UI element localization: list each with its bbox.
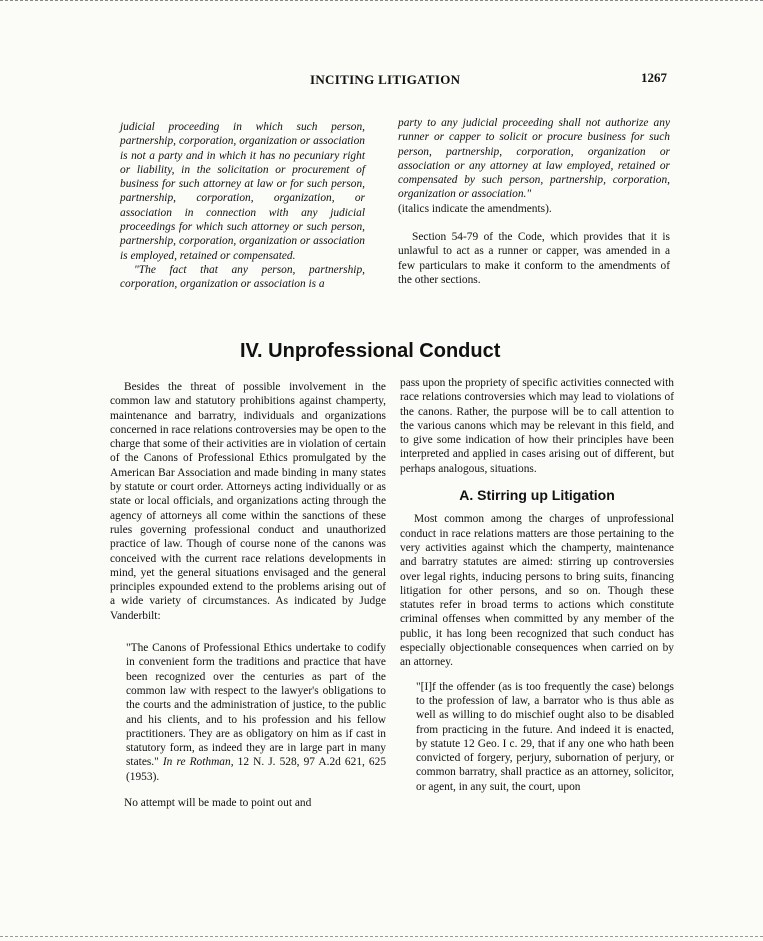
bottom-scan-border xyxy=(0,936,763,937)
top-scan-border xyxy=(0,0,763,1)
statute-quote-end: party to any judicial proceeding shall not authorize any runner or capper to solicit or procure business for such person, partnership, corporation, organization or association or any attorney at law employed, retained or compensated by such person, partnership, corporation, organization or association." xyxy=(398,117,670,201)
italics-note: (italics indicate the amendments). xyxy=(398,202,552,215)
page-number: 1267 xyxy=(641,70,667,85)
most-common-paragraph: Most common among the charges of unprofessional conduct in race relations matters are those pertaining to the very activities against which the champerty, maintenance and barratry statutes are aimed: stirring up controversies over legal rights, inducing persons to bring suits, financing litigation for other persons, and so on. Though these statutes refer in broad terms to actions which constitute criminal offenses when committed by any member of the public, it has long been recognized that such conduct has especially objectionable consequences when carried on by an attorney. xyxy=(400,513,674,669)
running-head: INCITING LITIGATION xyxy=(310,72,461,87)
section-54-79-paragraph: Section 54-79 of the Code, which provides that it is unlawful to act as a runner or capper, was amended in a few particulars to make it conform to the amendments of the other sections. xyxy=(398,231,670,286)
citation-reporter: 12 N. J. 528, 97 A.2d 621, 625 (1953). xyxy=(126,756,387,783)
top-right-column xyxy=(398,116,670,287)
body-left-column xyxy=(110,380,386,810)
statute-quote-continuation: judicial proceeding in which such person, partnership, corporation, organization or association is not a party and in which it has no pecuniary right or liability, in the solicitation or procurement of business for such attorney at law or for such person, partnership, corporation, organization, or association in connection with any judicial proceedings for which such attorney or such person, partnership, corporation, organization or association is employed, retained or compensated. xyxy=(120,121,365,262)
vanderbilt-quote xyxy=(126,641,386,784)
vanderbilt-quote-text: "The Canons of Professional Ethics undertake to codify in convenient form the traditions and practice that have been recognized over the centuries as part of the common law with respect to the lawyer's obligations to the courts and the administration of justice, to the public and his clients, and to his profession and his fellow practitioners. They are as obligatory on him as if cast in statutory form, as indeed they are in large part in many states." xyxy=(126,642,386,769)
top-left-column xyxy=(120,120,365,292)
citation-case-name: In re Rothman, xyxy=(162,756,234,769)
no-attempt-paragraph: No attempt will be made to point out and xyxy=(124,797,312,810)
pass-upon-paragraph: pass upon the propriety of specific activities connected with race relations controversies which may lead to violations of the canons. Rather, the purpose will be to call attention to the various canons which may be relevant in this field, and to give some indication of how their principles have been interpreted and applied in cases arising out of different, but perhaps analogous, situations. xyxy=(400,377,674,475)
subsection-heading: A. Stirring up Litigation xyxy=(459,487,615,504)
barrator-quote: "[I]f the offender (as is too frequently the case) belongs to the profession of law, a barrator who is thus able as well as willing to do mischief ought also to be disabled from practicing in the future. And indeed it is enacted, by statute 12 Geo. I c. 29, that if any one who hath been convicted of forgery, perjury, subornation of perjury, or common barratry, shall practice as an attorney, solicitor, or agent, in any suit, the court, upon xyxy=(416,680,674,793)
section-heading: IV. Unprofessional Conduct xyxy=(240,340,501,362)
statute-quote-second-paragraph: "The fact that any person, partnership, corporation, organization or association is a xyxy=(120,263,365,291)
besides-paragraph: Besides the threat of possible involvement in the common law and statutory prohibitions against champerty, maintenance and barratry, individuals and organizations concerned in race relations controversies may be open to the charge that some of their activities are in violation of certain of the Canons of Professional Ethics promulgated by the American Bar Association and made binding in many states by statute or court order. Attorneys acting individually or as state or local officials, and organizations acting through the agency of attorneys all come within the sanctions of these rules governing professional conduct and unauthorized practice of law. Though of course none of the canons was conceived with the current race relations developments in mind, yet the general situations envisaged and the general principles expounded extend to the problems arising out of a wide variety of circumstances. As indicated by Judge Vanderbilt: xyxy=(110,381,386,622)
body-right-column xyxy=(400,376,674,794)
